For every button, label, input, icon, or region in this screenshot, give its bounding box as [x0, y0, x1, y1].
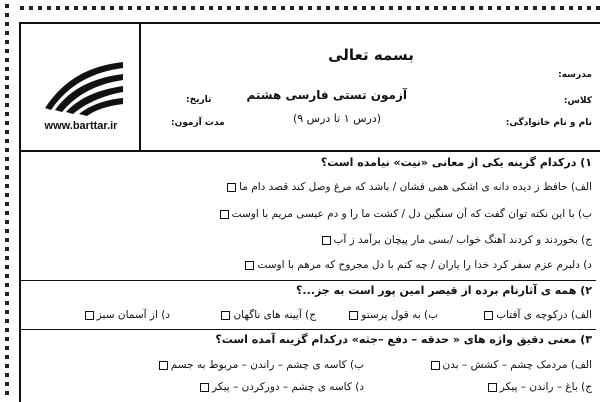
strip-dot: [587, 6, 591, 10]
strip-dot: [560, 6, 564, 10]
strip-dot: [5, 319, 9, 323]
strip-dot: [155, 6, 159, 10]
strip-dot: [326, 6, 330, 10]
checkbox-icon[interactable]: [85, 311, 94, 320]
q2-option-a-text: الف) درکوچه ی آفتاب: [496, 309, 592, 321]
strip-dot: [74, 6, 78, 10]
strip-dot: [5, 175, 9, 179]
strip-dot: [542, 6, 546, 10]
q1-option-c[interactable]: [322, 234, 593, 246]
strip-dot: [596, 6, 600, 10]
strip-dot: [5, 184, 9, 188]
strip-dot: [56, 6, 60, 10]
strip-dot: [119, 6, 123, 10]
strip-dot: [254, 6, 258, 10]
checkbox-icon[interactable]: [322, 236, 331, 245]
q3-option-b-text: ب) کاسه ی چشم – راندن – مربوط به جسم: [170, 359, 364, 371]
q2-option-c-text: ج) آیینه های ناگهان: [233, 309, 316, 321]
checkbox-icon[interactable]: [431, 361, 440, 370]
q2-option-d[interactable]: [85, 309, 170, 321]
q1-option-b-text: ب) با این نکته توان گفت که آن سنگین دل / کشت ما را و دم عیسی مریم با اوست: [231, 208, 592, 220]
strip-dot: [5, 40, 9, 44]
q2-option-b[interactable]: [349, 309, 438, 321]
strip-dot: [299, 6, 303, 10]
strip-dot: [29, 6, 33, 10]
strip-dot: [5, 121, 9, 125]
strip-dot: [497, 6, 501, 10]
strip-dot: [5, 148, 9, 152]
strip-dot: [5, 166, 9, 170]
strip-dot: [5, 103, 9, 107]
basmala-heading: بسمه تعالی: [328, 46, 414, 64]
strip-dot: [5, 211, 9, 215]
strip-dot: [5, 193, 9, 197]
strip-dot: [452, 6, 456, 10]
strip-dot: [5, 391, 9, 395]
strip-dot: [227, 6, 231, 10]
strip-dot: [407, 6, 411, 10]
strip-dot: [569, 6, 573, 10]
strip-dot: [182, 6, 186, 10]
strip-dot: [5, 22, 9, 26]
checkbox-icon[interactable]: [349, 311, 358, 320]
strip-dot: [533, 6, 537, 10]
strip-dot: [416, 6, 420, 10]
strip-dot: [317, 6, 321, 10]
strip-dot: [38, 6, 42, 10]
strip-dot: [524, 6, 528, 10]
strip-dot: [47, 6, 51, 10]
strip-dot: [5, 67, 9, 71]
strip-dot: [5, 364, 9, 368]
duration-label: مدت آزمون:: [171, 118, 225, 128]
question-3: ۳) معنی دقیق واژه های « حدقه – دفع –جثه» درکدام گزینه آمده است؟: [215, 333, 592, 346]
lessons-range: (درس ۱ تا درس ۹): [292, 112, 382, 125]
strip-dot: [110, 6, 114, 10]
strip-dot: [5, 283, 9, 287]
strip-dot: [245, 6, 249, 10]
strip-dot: [470, 6, 474, 10]
logo-box: [21, 24, 141, 150]
strip-dot: [5, 112, 9, 116]
q2-option-c[interactable]: [221, 309, 316, 321]
strip-dot: [308, 6, 312, 10]
strip-dot: [434, 6, 438, 10]
strip-dot: [5, 76, 9, 80]
q1-option-b[interactable]: [220, 208, 592, 220]
strip-dot: [290, 6, 294, 10]
question-2: ۲) همه ی آثارنام برده از قیصر امین پور است به جز...؟: [296, 284, 592, 297]
strip-dot: [5, 157, 9, 161]
q1-option-d-text: د) دلبرم عزم سفر کرد خدا را یاران / چه کنم با دل مجروح که مرهم با اوست: [257, 259, 592, 271]
strip-dot: [506, 6, 510, 10]
top-scan-strip: [0, 0, 600, 20]
q1-option-c-text: ج) بخوردند و کردند آهنگ خواب /بسی مار پیچان برآمد ز آب: [333, 234, 592, 246]
strip-dot: [5, 220, 9, 224]
strip-dot: [5, 247, 9, 251]
strip-dot: [128, 6, 132, 10]
strip-dot: [479, 6, 483, 10]
strip-dot: [281, 6, 285, 10]
strip-dot: [5, 310, 9, 314]
strip-dot: [173, 6, 177, 10]
strip-dot: [5, 265, 9, 269]
strip-dot: [5, 85, 9, 89]
strip-dot: [5, 274, 9, 278]
exam-header: [21, 24, 600, 152]
strip-dot: [5, 31, 9, 35]
checkbox-icon[interactable]: [220, 210, 229, 219]
strip-dot: [5, 346, 9, 350]
q3-option-a[interactable]: [431, 359, 592, 371]
strip-dot: [83, 6, 87, 10]
q3-option-a-text: الف) مردمک چشم – کشش – بدن: [442, 359, 592, 371]
strip-dot: [443, 6, 447, 10]
strip-dot: [371, 6, 375, 10]
strip-dot: [5, 229, 9, 233]
strip-dot: [5, 373, 9, 377]
strip-dot: [5, 328, 9, 332]
q1-option-a[interactable]: [227, 181, 592, 193]
strip-dot: [218, 6, 222, 10]
school-label: مدرسه:: [558, 70, 592, 80]
date-label: تاریخ:: [186, 95, 212, 105]
checkbox-icon[interactable]: [245, 261, 254, 270]
strip-dot: [488, 6, 492, 10]
strip-dot: [5, 292, 9, 296]
q1-option-d[interactable]: [245, 259, 592, 271]
strip-dot: [344, 6, 348, 10]
strip-dot: [272, 6, 276, 10]
strip-dot: [5, 49, 9, 53]
strip-dot: [515, 6, 519, 10]
strip-dot: [362, 6, 366, 10]
strip-dot: [65, 6, 69, 10]
strip-dot: [5, 382, 9, 386]
strip-dot: [353, 6, 357, 10]
strip-dot: [551, 6, 555, 10]
strip-dot: [20, 6, 24, 10]
strip-dot: [5, 238, 9, 242]
strip-dot: [92, 6, 96, 10]
strip-dot: [5, 301, 9, 305]
barttar-logo-icon: [35, 48, 125, 120]
strip-dot: [578, 6, 582, 10]
strip-dot: [5, 202, 9, 206]
strip-dot: [137, 6, 141, 10]
strip-dot: [209, 6, 213, 10]
left-scan-strip: [0, 0, 14, 400]
divider: [21, 280, 596, 281]
q3-option-b[interactable]: [159, 359, 364, 371]
checkbox-icon[interactable]: [227, 183, 236, 192]
checkbox-icon[interactable]: [488, 383, 497, 392]
strip-dot: [461, 6, 465, 10]
strip-dot: [5, 256, 9, 260]
strip-dot: [200, 6, 204, 10]
checkbox-icon[interactable]: [484, 311, 493, 320]
strip-dot: [335, 6, 339, 10]
strip-dot: [398, 6, 402, 10]
q3-option-d[interactable]: [200, 381, 364, 393]
divider: [21, 329, 596, 330]
checkbox-icon[interactable]: [221, 311, 230, 320]
q2-option-a[interactable]: [484, 309, 592, 321]
q1-option-a-text: الف) حافظ ز دیده دانه ی اشکی همی فشان / باشد که مرغ وصل کند قصد دام ما: [239, 181, 592, 193]
strip-dot: [389, 6, 393, 10]
q2-option-d-text: د) از آسمان سبز: [96, 309, 170, 321]
class-label: کلاس:: [563, 96, 592, 106]
strip-dot: [5, 355, 9, 359]
q3-option-c[interactable]: [488, 381, 592, 393]
name-label: نام و نام خانوادگی:: [505, 118, 592, 128]
strip-dot: [5, 94, 9, 98]
exam-sheet: [19, 22, 600, 402]
q3-option-c-text: ج) باغ – راندن – پیکر: [499, 381, 592, 393]
strip-dot: [5, 130, 9, 134]
exam-title: آزمون تستی فارسی هشتم: [246, 88, 407, 102]
strip-dot: [164, 6, 168, 10]
strip-dot: [425, 6, 429, 10]
strip-dot: [380, 6, 384, 10]
strip-dot: [101, 6, 105, 10]
site-url: www.barttar.ir: [44, 120, 118, 132]
strip-dot: [5, 139, 9, 143]
strip-dot: [5, 337, 9, 341]
strip-dot: [263, 6, 267, 10]
strip-dot: [236, 6, 240, 10]
checkbox-icon[interactable]: [159, 361, 168, 370]
strip-dot: [5, 58, 9, 62]
strip-dot: [191, 6, 195, 10]
strip-dot: [146, 6, 150, 10]
checkbox-icon[interactable]: [200, 383, 209, 392]
q3-option-d-text: د) کاسه ی چشم – دورکردن – پیکر: [211, 381, 364, 393]
question-1: ۱) درکدام گزینه یکی از معانی «نیت» نیامده است؟: [320, 156, 592, 169]
q2-option-b-text: ب) به قول پرستو: [361, 309, 438, 321]
